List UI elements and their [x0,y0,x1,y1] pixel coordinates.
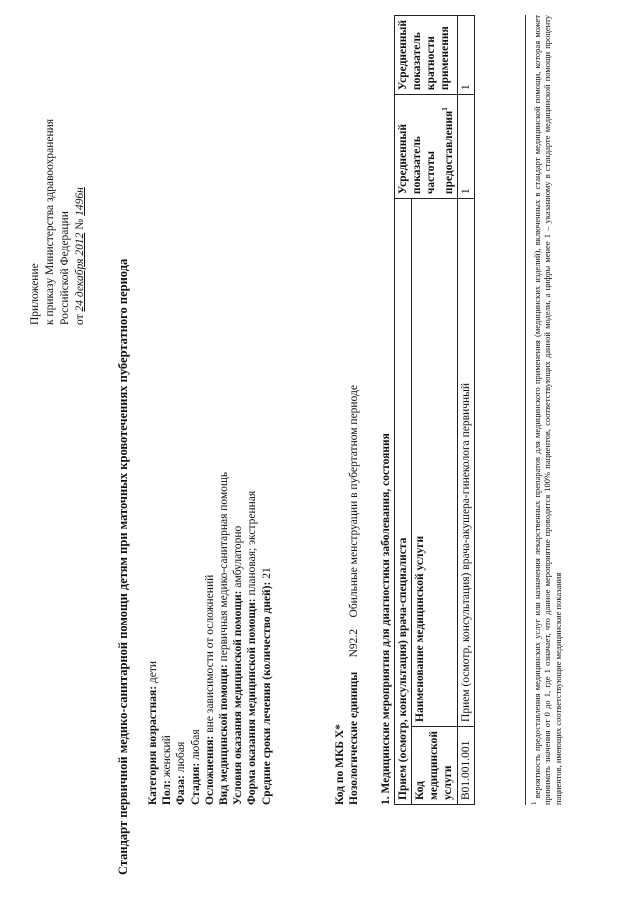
meta-care-type: Вид медицинской помощи: первичная медико-санитарная помощь [218,471,231,805]
table-row [457,16,474,805]
col-name-header: Наименование медицинской услуги [412,199,458,727]
col-freq-header: Усредненный показатель частоты предоставления$^1$ [395,95,458,199]
number-prefix: № [74,218,86,230]
appendix-date-line [73,119,88,325]
meta-complications: Осложнения: вне зависимости от осложнений [203,574,216,805]
appendix-header [28,119,88,325]
footnote-marker: 1 [530,801,538,805]
col-code-header: Код медицинской услуги [412,726,458,804]
appendix-federation-line: Российской Федерации [59,211,71,325]
group-header: Прием (осмотр, консультация) врача-специалиста [395,199,412,805]
meta-phase: Фаза: любая [175,741,188,805]
standard-title: Стандарт первичной медико-санитарной помощи детям при маточных кровотечениях пубертатного периода [116,258,130,875]
meta-form: Форма оказания медицинской помощи: плановая; экстренная [246,490,259,805]
meta-stage: Стадия: любая [189,729,202,805]
footnote [525,15,563,805]
handwritten-number: 1496н [74,187,86,216]
section-title: 1. Медицинские мероприятия для диагностики заболевания, состояния [380,433,392,805]
meta-sex: Пол: женский [161,735,174,805]
nosology-code: N92.2 [348,628,361,658]
meta-age: Категория возрастная: дети [147,660,159,805]
nosology-row [347,385,361,805]
icd-label: Код по МКБ X* [334,724,346,805]
handwritten-date: 24 декабря 2012 [74,232,86,312]
cell-name: Прием (осмотр, консультация) врача-акушера-гинеколога первичный [457,199,474,727]
col-mult-header: Усредненный показатель кратности применения [395,16,458,95]
meta-conditions: Условия оказания медицинской помощи: амбулаторно [232,525,245,805]
nosology-label: Нозологические единицы [348,671,361,805]
meta-duration: Средние сроки лечения (количество дней): 21 [260,567,273,805]
services-table [394,15,475,805]
cell-mult: 1 [457,16,474,95]
date-prefix: от [74,314,86,325]
appendix-label: Приложение [29,263,41,325]
nosology-name: Обильные менструации в пубертатном периоде [348,385,361,618]
icd-block [333,385,361,805]
standard-meta [146,472,274,805]
appendix-order-line: к приказу Министерства здравоохранения [44,118,56,325]
footnote-text: вероятность предоставления медицинских услуг или назначения лекарственных препаратов для медицинского применения (медицинских изделий), включенных в стандарт медицинской помощи, которая может принимать значения от 0 до 1, где 1 означает, что данное мероприятие проводится 100% пациентов, соответствующих данной модели, а цифры менее 1 – указанному в стандарте медицинской помощи проценту пациентов, имеющих соответствующие медицинские показания [531,15,563,805]
cell-code: B01.001.001 [457,726,474,804]
cell-freq: 1 [457,95,474,199]
